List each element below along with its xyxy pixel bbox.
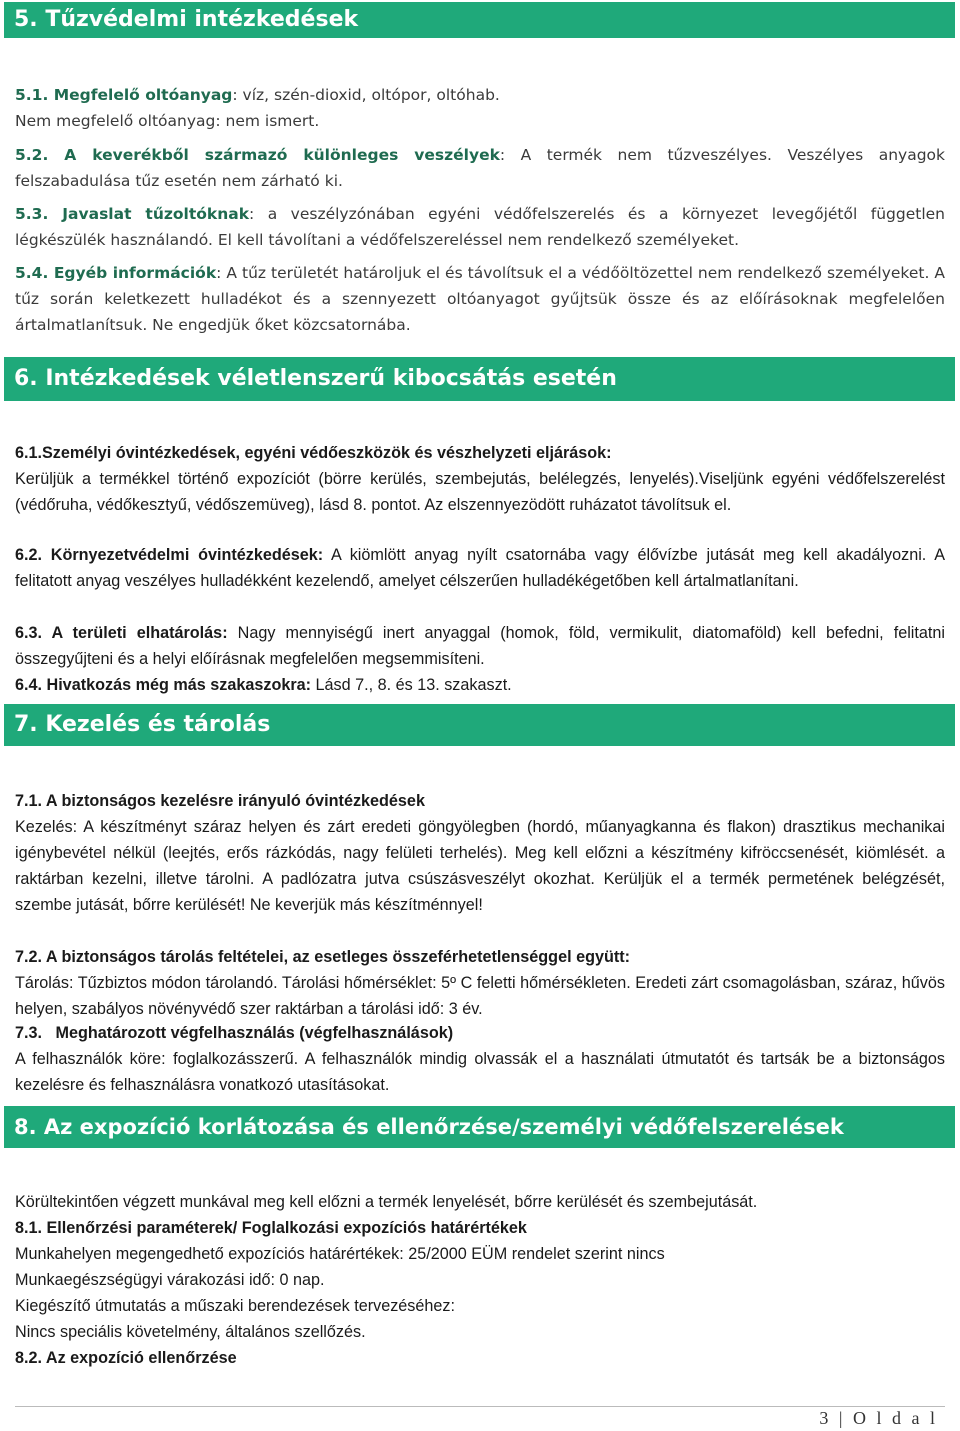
para-5-3 [15,201,945,253]
para-5-2-text: : A termék nem tűzveszélyes. Veszélyes anyagok felszabadulása tűz esetén nem zárható ki. [15,146,946,190]
para-6-2-text: A kiömlött anyag nyílt csatornába vagy élővízbe jutását meg kell akadályozni. A felitatott anyag veszélyes hulladékként kezelendő, amelyet célszerűen hulladékégetőben kell ártalmatlanítani. [15,546,945,590]
para-5-1-line2: Nem megfelelő oltóanyag: nem ismert. [15,112,320,130]
para-8-line2: Munkaegészségügyi várakozási idő: 0 nap. [15,1271,325,1289]
para-5-4-text2: A tűz során keletkezett hulladékot és a szennyezett oltóanyagot gyűjtsük össze és az előírásoknak megfelelően ártalmatlanítsuk. Ne engedjük őket közcsatornába. [15,264,945,334]
para-8-1-label: 8.1. Ellenőrzési paraméterek/ Foglalkozási expozíciós határértékek [15,1219,527,1237]
para-8-2-label: 8.2. Az expozíció ellenőrzése [15,1349,237,1367]
para-8-line3: Kiegészítő útmutatás a műszaki berendezések tervezéséhez: [15,1297,455,1315]
para-5-1-label: 5.1. Megfelelő oltóanyag [15,86,233,104]
para-6-4 [15,672,945,698]
para-5-3-text: : a veszélyzónában egyéni védőfelszerelés és a környezet levegőjétől független légkészülék használandó. [15,205,945,249]
para-5-3-text2: El kell távolítani a védőfelszereléssel nem rendelkező személyeket. [217,231,739,249]
para-7-1-label: 7.1. A biztonságos kezelésre irányuló óvintézkedések [15,792,425,810]
section-5-heading: 5. Tűzvédelmi intézkedések [4,2,955,38]
footer-divider [15,1406,945,1407]
para-8-line1: Munkahelyen megengedhető expozíciós határértékek: 25/2000 EÜM rendelet szerint nincs [15,1245,665,1263]
para-7-3-text: A felhasználók köre: foglalkozásszerű. A felhasználók mindig olvassák el a használati útmutatót és tartsák be a biztonságos kezelésre és felhasználásra vonatkozó utasításokat. [15,1050,945,1094]
para-5-1-text: : víz, szén-dioxid, oltópor, oltóhab. [232,86,500,104]
para-6-2-label: 6.2. Környezetvédelmi óvintézkedések: [15,546,324,564]
para-5-2-label: 5.2. A keverékből származó különleges veszélyek [15,146,500,164]
para-7-1-text: Kezelés: A készítményt száraz helyen és zárt eredeti göngyölegben (hordó, műanyagkanna és flakon) drasztikus mechanikai igénybevétel nélkül (leejtés, erős rázkódás, nagy felületi terhelés). Meg kell előzni a készítmény kifröccsenését, kiömlését. a raktárban kezelni, illetve tárolni. A padlózatra jutva csúszásveszélyt okozhat. Kerüljük el a termék permetének belégzését, szembe jutását, bőrre kerülését! Ne keverjük más készítménnyel! [15,818,945,914]
para-6-2 [15,542,945,594]
section-6-heading: 6. Intézkedések véletlenszerű kibocsátás esetén [4,357,955,401]
section-8-heading: 8. Az expozíció korlátozása és ellenőrzése/személyi védőfelszerelések [4,1106,955,1148]
para-7-3-label: 7.3. Meghatározott végfelhasználás (végfelhasználások) [15,1024,454,1042]
para-6-4-text: Lásd 7., 8. és 13. szakaszt. [311,676,512,694]
para-6-3 [15,620,945,672]
para-7-2-text: Tárolás: Tűzbiztos módon tárolandó. Tárolási hőmérséklet: 5º C feletti hőmérsékleten. Eredeti zárt csomagolásban, száraz, hűvös helyen, szabályos növényvédő szer raktárban a tárolási idő: 3 év. [15,974,945,1018]
para-8-line4: Nincs speciális követelmény, általános szellőzés. [15,1323,366,1341]
para-5-4-text: : A tűz területét határoljuk el és távolítsuk el a védőöltözettel nem rendelkező személyeket. [216,264,930,282]
para-8-intro: Körültekintően végzett munkával meg kell előzni a termék lenyelését, bőrre kerülését és szembejutását. [15,1193,758,1211]
para-5-4 [15,260,945,338]
para-6-3-text: Nagy mennyiségű inert anyaggal (homok, föld, vermikulit, diatomaföld) kell befedni, felitatni összegyűjteni és a helyi előírásnak megfelelően megsemmisíteni. [15,624,945,668]
para-5-1 [15,82,945,108]
para-6-3-label: 6.3. A területi elhatárolás: [15,624,228,642]
para-6-4-label: 6.4. Hivatkozás még más szakaszokra: [15,676,312,694]
para-7-2-label: 7.2. A biztonságos tárolás feltételei, az esetleges összeférhetetlenséggel együtt: [15,948,631,966]
para-5-4-label: 5.4. Egyéb információk [15,264,217,282]
page-number: 3 | O l d a l [819,1408,938,1428]
para-5-3-label: 5.3. Javaslat tűzoltóknak [15,205,250,223]
section-7-heading: 7. Kezelés és tárolás [4,704,955,746]
para-6-1-label: 6.1.Személyi óvintézkedések, egyéni védőeszközök és vészhelyzeti eljárások: [15,444,612,462]
para-6-1-text: Kerüljük a termékkel történő expozíciót (börre kerülés, szembejutás, belélegzés, lenyelés).Viseljünk egyéni védőfelszerelést (védőruha, védőkesztyű, védőszemüveg), lásd 8. pontot. Az elszennyezödött ruházatot távolítsuk el. [15,470,945,514]
para-5-2 [15,142,945,194]
